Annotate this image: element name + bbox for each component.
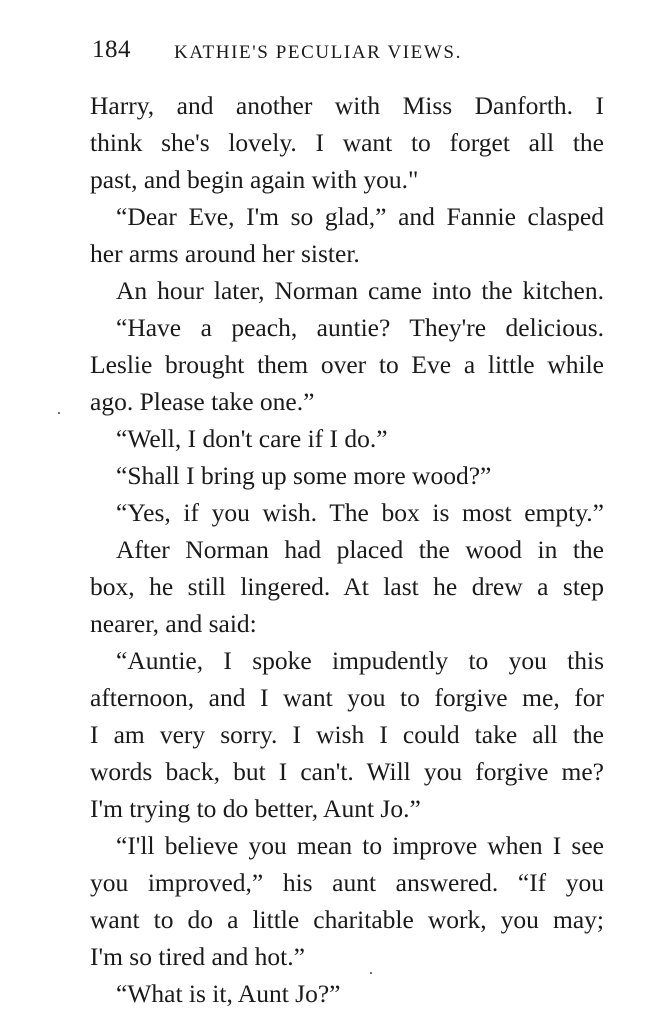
text-line: ago. Please take one.” (90, 387, 315, 416)
text-line: “I'll believe you mean to improve when I see (116, 831, 604, 860)
text-line: I'm so tired and hot.” (90, 942, 305, 971)
text-line: “Well, I don't care if I do.” (116, 424, 388, 453)
text-line: nearer, and said: (90, 609, 257, 638)
text-line: words back, but I can't. Will you forgive me? (90, 757, 604, 786)
text-line: “Shall I bring up some more wood?” (116, 461, 492, 490)
body-text (90, 87, 604, 1012)
text-line: want to do a little charitable work, you may; (90, 905, 604, 934)
paper-speck (58, 412, 60, 414)
text-line: box, he still lingered. At last he drew a step (90, 572, 604, 601)
text-line: “Dear Eve, I'm so glad,” and Fannie clasped (116, 202, 604, 231)
text-line: “Have a peach, auntie? They're delicious. (116, 313, 604, 342)
running-title: KATHIE'S PECULIAR VIEWS. (174, 42, 462, 63)
text-line: past, and begin again with you." (90, 165, 419, 194)
text-line: After Norman had placed the wood in the (116, 535, 604, 564)
page-number: 184 (92, 36, 131, 63)
text-line: “What is it, Aunt Jo?” (116, 979, 341, 1008)
text-line: think she's lovely. I want to forget all the (90, 128, 604, 157)
text-line: “Auntie, I spoke impudently to you this (116, 646, 604, 675)
text-line: you improved,” his aunt answered. “If you (90, 868, 604, 897)
text-line: I'm trying to do better, Aunt Jo.” (90, 794, 421, 823)
text-line: Leslie brought them over to Eve a little while (90, 350, 604, 379)
text-line: afternoon, and I want you to forgive me, for (90, 683, 604, 712)
paper-speck (370, 972, 372, 974)
text-line: I am very sorry. I wish I could take all the (90, 720, 604, 749)
text-line: “Yes, if you wish. The box is most empty.” (116, 498, 604, 527)
text-line: An hour later, Norman came into the kitchen. (116, 276, 604, 305)
text-line: her arms around her sister. (90, 239, 360, 268)
text-line: Harry, and another with Miss Danforth. I (90, 91, 604, 120)
page-header (92, 36, 604, 72)
